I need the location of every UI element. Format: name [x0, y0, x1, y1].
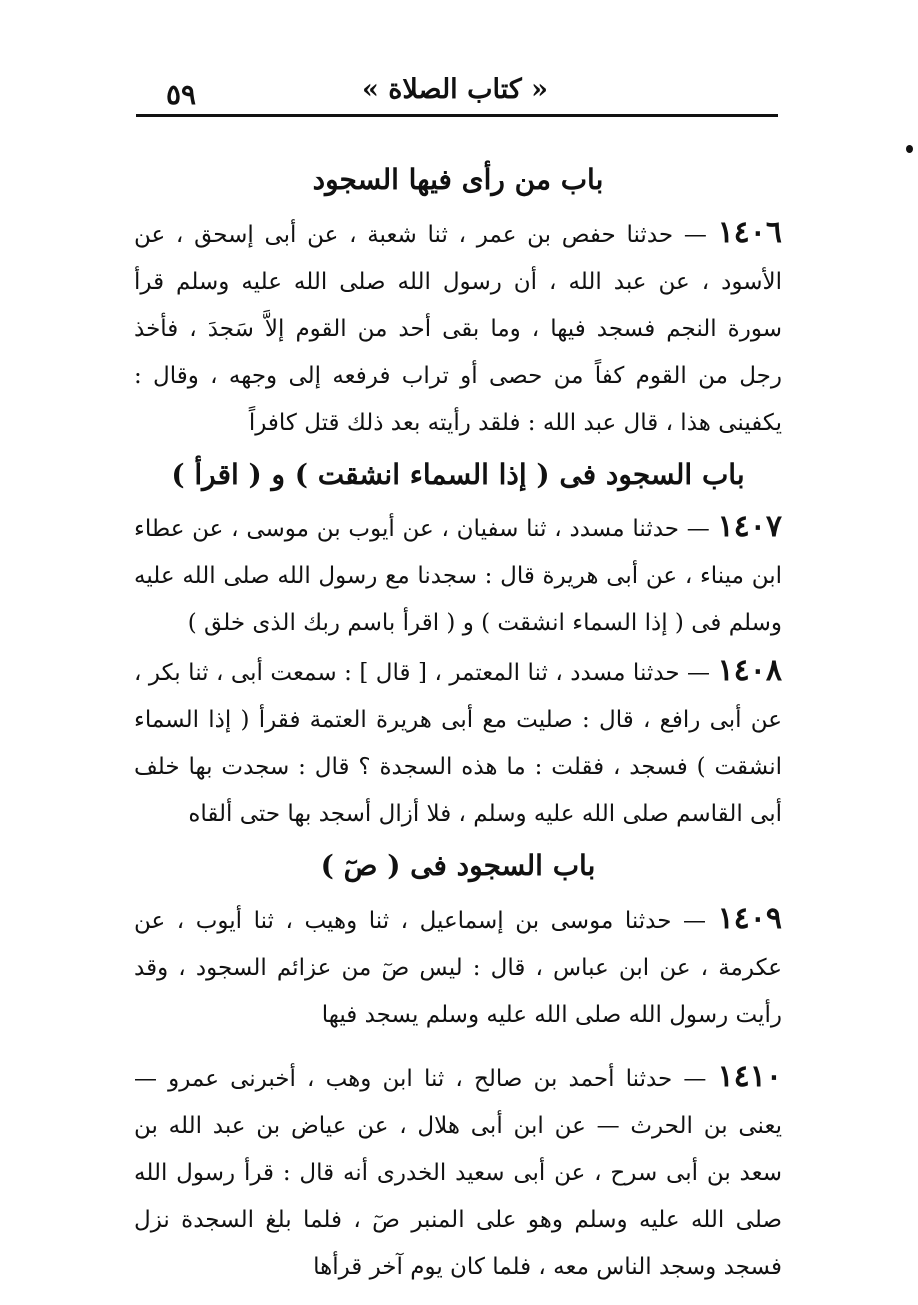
- hadith-number: ١٤٠٨: [717, 653, 782, 689]
- hadith-text: — حدثنا مسدد ، ثنا المعتمر ، [ قال ] : سمعت أبى ، ثنا بكر ، عن أبى رافع ، قال : صليت مع أبى هريرة العتمة فقرأ ( إذا السماء انشقت ) فسجد ، فقلت : ما هذه السجدة ؟ قال : سجدت بها خلف أبى القاسم صلى الله عليه وسلم ، فلا أزال أسجد بها حتى ألقاه: [134, 660, 782, 828]
- hadith-paragraph: [134, 1053, 782, 1291]
- header-rule: [136, 114, 778, 117]
- page-body: [134, 160, 782, 1291]
- hadith-number: ١٤١٠: [717, 1058, 782, 1094]
- hadith-text: — حدثنا مسدد ، ثنا سفيان ، عن أيوب بن موسى ، عن عطاء ابن ميناء ، عن أبى هريرة قال : سجدنا مع رسول الله صلى الله عليه وسلم فى ( إذا السماء انشقت ) و ( اقرأ باسم ربك الذى خلق ): [134, 516, 782, 637]
- running-title: « كتاب الصلاة »: [362, 74, 548, 105]
- hadith-paragraph: [134, 895, 782, 1039]
- hadith-number: ١٤٠٩: [717, 900, 783, 936]
- spacer: [134, 1039, 782, 1053]
- chapter-title: باب السجود فى ( إذا السماء انشقت ) و ( اقرأ ): [171, 457, 745, 491]
- spacer: [134, 887, 782, 895]
- hadith-text: — حدثنا موسى بن إسماعيل ، ثنا وهيب ، ثنا أيوب ، عن عكرمة ، عن ابن عباس ، قال : ليس صٓ من عزائم السجود ، وقد رأيت رسول الله صلى الله عليه وسلم يسجد فيها: [134, 907, 782, 1028]
- spacer: [134, 447, 782, 455]
- spacer: [134, 201, 782, 209]
- margin-mark: [906, 145, 913, 153]
- spacer: [134, 838, 782, 846]
- hadith-number: ١٤٠٧: [717, 509, 782, 545]
- page-number: ٥٩: [166, 78, 197, 111]
- chapter-title: باب من رأى فيها السجود: [312, 163, 604, 196]
- hadith-text: — حدثنا حفص بن عمر ، ثنا شعبة ، عن أبى إسحق ، عن الأسود ، عن عبد الله ، أن رسول الله صلى الله عليه وسلم قرأ سورة النجم فسجد فيها ، وما بقى أحد من القوم إلاَّ سَجدَ ، فأخذ رجل من القوم كفاً من حصى أو تراب فرفعه إلى وجهه ، وقال : يكفينى هذا ، قال عبد الله : فلقد رأيته بعد ذلك قتل كافراً: [134, 221, 782, 436]
- hadith-paragraph: [134, 503, 782, 647]
- spacer: [134, 495, 782, 503]
- hadith-number: ١٤٠٦: [717, 214, 783, 250]
- hadith-paragraph: [134, 647, 782, 838]
- hadith-text: — حدثنا أحمد بن صالح ، ثنا ابن وهب ، أخبرنى عمرو — يعنى بن الحرث — عن ابن أبى هلال ، عن عياض بن عبد الله بن سعد بن أبى سرح ، عن أبى سعيد الخدرى أنه قال : قرأ رسول الله صلى الله عليه وسلم وهو على المنبر صٓ ، فلما بلغ السجدة نزل فسجد وسجد الناس معه ، فلما كان يوم آخر قرأها: [134, 1065, 782, 1280]
- chapter-title: باب السجود فى ( صٓ ): [320, 849, 596, 883]
- hadith-paragraph: [134, 209, 782, 447]
- page-header: [130, 70, 780, 114]
